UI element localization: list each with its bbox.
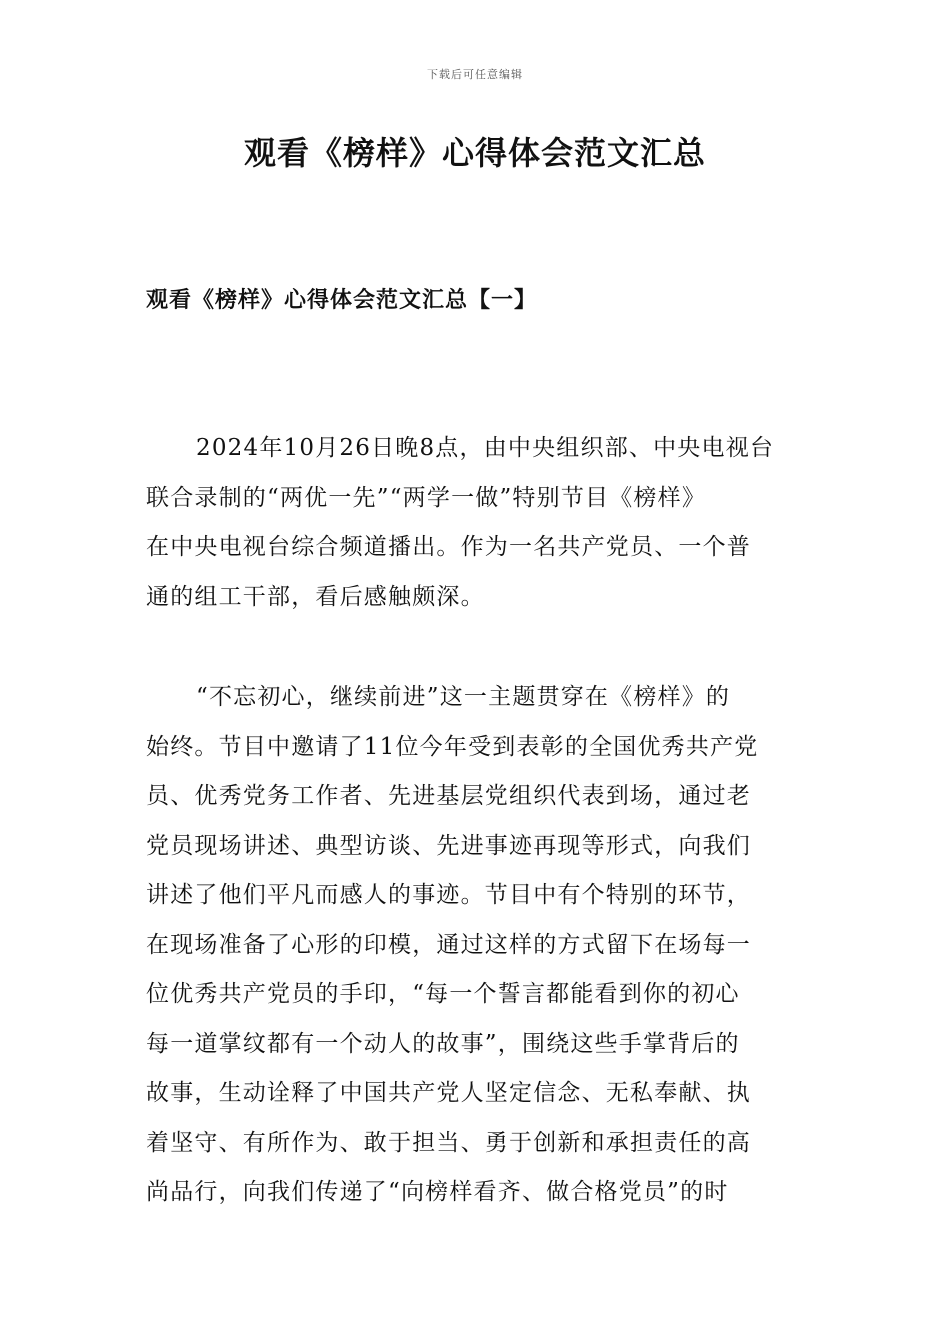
paragraph-line: 讲述了他们平凡而感人的事迹。节目中有个特别的环节， [146, 882, 751, 908]
section-heading: 观看《榜样》心得体会范文汇总【一】 [146, 287, 538, 313]
paragraph-line: 党员现场讲述、典型访谈、先进事迹再现等形式，向我们 [146, 832, 751, 859]
paragraph-1 [146, 424, 806, 622]
paragraph-line: 位优秀共产党员的手印，“每一个誓言都能看到你的初心 [146, 981, 740, 1007]
paragraph-line: 通的组工干部，看后感触颇深。 [146, 583, 485, 610]
paragraph-line: 2024年10月26日晚8点，由中央组织部、中央电视台 [196, 435, 775, 461]
document-title: 观看《榜样》心得体会范文汇总 [243, 134, 706, 172]
paragraph-line: 在现场准备了心形的印模，通过这样的方式留下在场每一 [146, 931, 751, 958]
paragraph-2 [146, 673, 806, 1218]
paragraph-line: 故事，生动诠释了中国共产党人坚定信念、无私奉献、执 [146, 1080, 751, 1106]
paragraph-line: “不忘初心，继续前进”这一主题贯穿在《榜样》的 [196, 684, 731, 710]
paragraph-line: 联合录制的“两优一先”“两学一做”特别节目《榜样》 [146, 484, 707, 511]
paragraph-line: 着坚守、有所作为、敢于担当、勇于创新和承担责任的高 [146, 1129, 751, 1156]
paragraph-line: 员、优秀党务工作者、先进基层党组织代表到场，通过老 [146, 783, 751, 809]
header-note: 下载后可任意编辑 [427, 68, 523, 81]
paragraph-line: 始终。节目中邀请了11位今年受到表彰的全国优秀共产党 [146, 733, 759, 760]
paragraph-line: 在中央电视台综合频道播出。作为一名共产党员、一个普 [146, 534, 751, 560]
paragraph-line: 每一道掌纹都有一个动人的故事”，围绕这些手掌背后的 [146, 1030, 740, 1057]
paragraph-line: 尚品行，向我们传递了“向榜样看齐、做合格党员”的时 [146, 1179, 729, 1205]
